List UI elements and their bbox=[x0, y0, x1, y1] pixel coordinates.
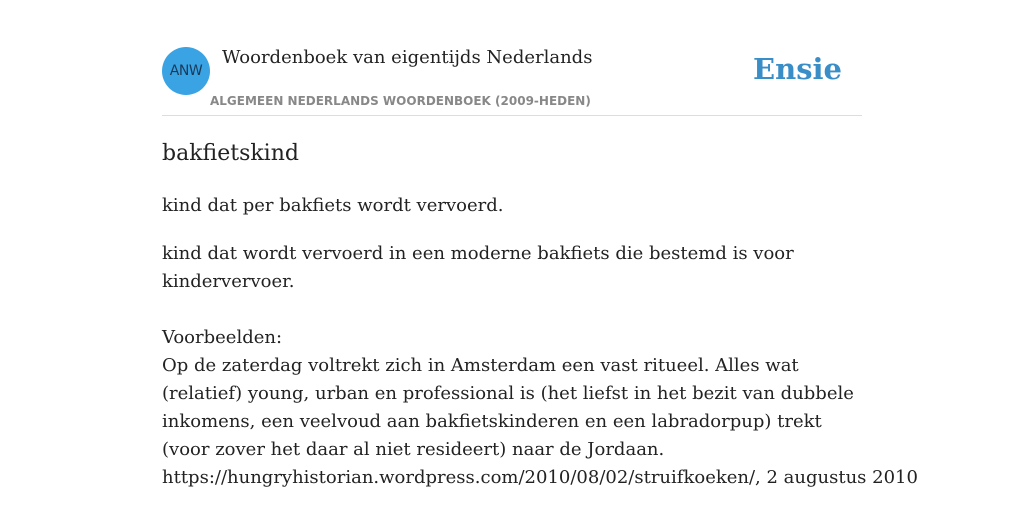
example-source: https://hungryhistorian.wordpress.com/2010/08/02/struifkoeken/, 2 augustus 2010 bbox=[162, 467, 918, 488]
entry-explanation: kind dat wordt vervoerd in een moderne bakfiets die bestemd is voor kindervervoer. bbox=[162, 243, 794, 292]
examples-section bbox=[162, 324, 918, 492]
entry-headword: bakfietskind bbox=[162, 141, 299, 166]
anw-logo[interactable] bbox=[162, 47, 210, 95]
examples-label: Voorbeelden: bbox=[162, 327, 283, 348]
dictionary-subtitle: ALGEMEEN NEDERLANDS WOORDENBOEK (2009-HEDEN) bbox=[210, 94, 591, 108]
page-content bbox=[162, 0, 918, 512]
dictionary-title[interactable]: Woordenboek van eigentijds Nederlands bbox=[222, 47, 593, 68]
example-text: Op de zaterdag voltrekt zich in Amsterdam een vast ritueel. Alles wat (relatief) young, urban en professional is (het liefst in het bezit van dubbele inkomens, een veelvoud aan bakfietskinderen en een labradorpup) trekt (voor zover het daar al niet resideert) naar de Jordaan. bbox=[162, 355, 854, 460]
logo-text: ANW bbox=[169, 63, 203, 79]
entry-definition: kind dat per bakfiets wordt vervoerd. bbox=[162, 195, 504, 216]
dictionary-header bbox=[162, 0, 862, 116]
ensie-brand-logo[interactable]: Ensie bbox=[753, 52, 842, 86]
